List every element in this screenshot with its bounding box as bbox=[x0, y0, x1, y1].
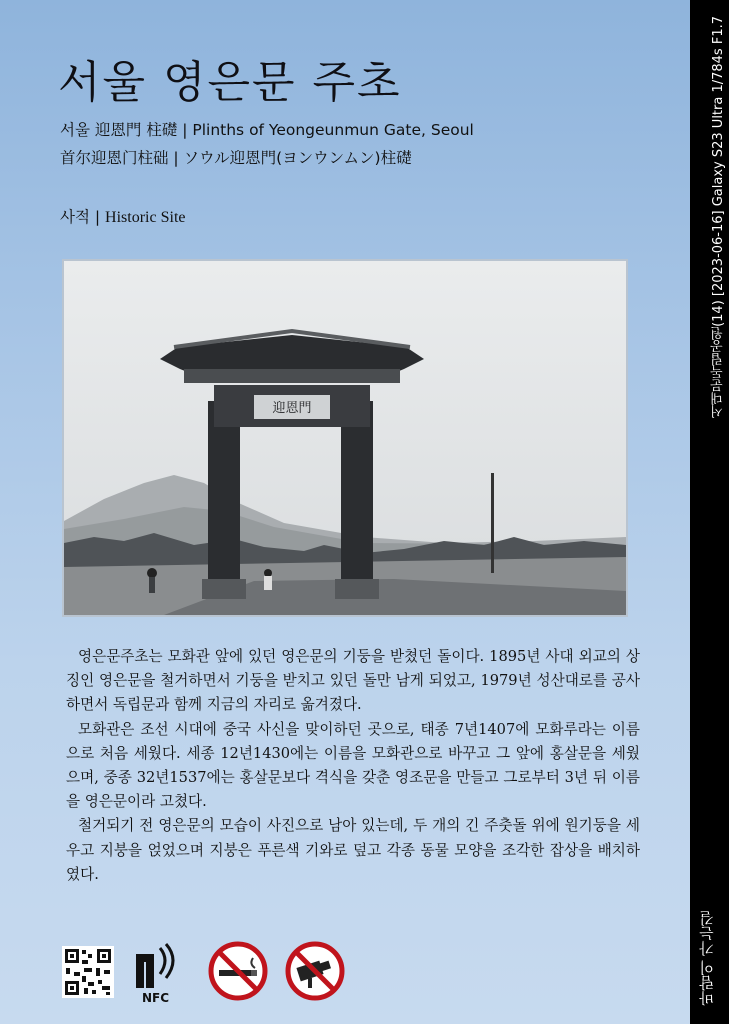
camera-info: 서대문독립공원(14) [2023-06-16] Galaxy S23 Ultra 1/784s F1.7 bbox=[711, 16, 726, 418]
sign-category: 사적 | Historic Site bbox=[60, 208, 186, 226]
paragraph-3: 철거되기 전 영은문의 모습이 사진으로 남아 있는데, 두 개의 긴 주춧돌 위에 원기둥을 세우고 지붕을 얹었으며 지붕은 푸른색 기와로 덮고 각종 동물 모양을 조각한 잡상을 배치하였다. bbox=[66, 817, 640, 883]
no-camera-icon bbox=[284, 940, 346, 1002]
no-smoking-icon bbox=[207, 940, 269, 1002]
category-en: Historic Site bbox=[105, 209, 186, 226]
sign-title: 서울 영은문 주초 bbox=[58, 57, 402, 108]
sign-subtitle-1: 서울 迎恩門 柱礎 | Plinths of Yeongeunmun Gate, Seoul bbox=[60, 121, 474, 139]
pole bbox=[491, 473, 494, 573]
qr-code-icon bbox=[62, 946, 114, 998]
description bbox=[66, 645, 640, 887]
historic-photo bbox=[62, 259, 628, 617]
watermark-strip bbox=[690, 0, 729, 1024]
paragraph-2: 모화관은 조선 시대에 중국 사신을 맞이하던 곳으로, 태종 7년1407에 모화루라는 이름으로 처음 세웠다. 세종 12년1430에는 이름을 모화관으로 바꾸고 그 앞에 홍살문을 세웠으며, 중종 32년1537에는 홍살문보다 격식을 갖춘 영조문을 만들고 그로부터 3년 뒤 이름을 영은문이라 고쳤다. bbox=[66, 720, 641, 811]
sign-subtitle-2: 首尔迎恩门柱础 | ソウル迎恩門(ヨンウンムン)柱礎 bbox=[60, 149, 412, 167]
icon-row bbox=[62, 940, 362, 1004]
gate-photo-illustration bbox=[64, 261, 626, 615]
plaque-text: 迎恩門 bbox=[272, 401, 312, 416]
plinth-left bbox=[202, 579, 246, 599]
nfc-label: NFC bbox=[142, 991, 170, 1004]
gate-pillar-left bbox=[208, 401, 240, 591]
nfc-icon bbox=[130, 940, 186, 1004]
category-ko: 사적 bbox=[60, 208, 90, 226]
photographer-caption: 바람이 가는길 bbox=[698, 911, 716, 1006]
plinth-right bbox=[335, 579, 379, 599]
person bbox=[147, 568, 157, 578]
gate-pillar-right bbox=[341, 401, 373, 591]
paragraph-1: 영은문주초는 모화관 앞에 있던 영은문의 기둥을 받쳤던 돌이다. 1895년 사대 외교의 상징인 영은문을 철거하면서 기둥을 받치고 있던 돌만 남게 되었고, 1979년 성산대로를 공사하면서 독립문과 함께 지금의 자리로 옮겨졌다. bbox=[66, 648, 640, 714]
